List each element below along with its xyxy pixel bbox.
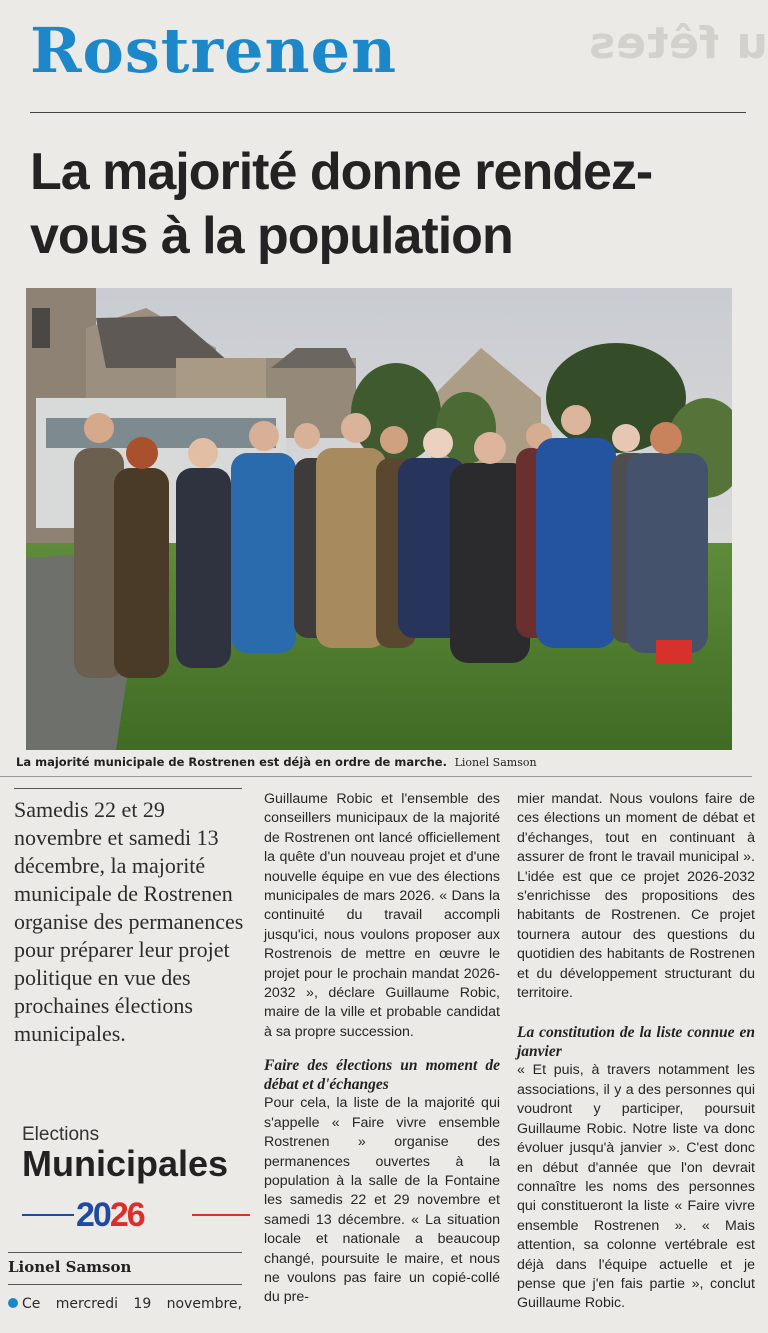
bullet-dot-icon	[8, 1298, 18, 1308]
headline: La majorité donne rendez-vous à la population	[30, 143, 653, 265]
bottom-text	[8, 1296, 242, 1312]
logo-year-number	[76, 1196, 144, 1235]
subheading: La constitution de la liste connue en janvier	[517, 1024, 755, 1061]
author-byline: Lionel Samson	[8, 1258, 132, 1276]
divider	[14, 788, 242, 789]
divider	[30, 112, 746, 113]
logo-year	[22, 1196, 246, 1236]
logo-year-part-b: 26	[109, 1196, 144, 1234]
logo-small-text: Elections	[22, 1124, 100, 1145]
logo-rule-blue	[22, 1214, 74, 1216]
logo-year-part-a: 20	[76, 1196, 110, 1234]
group-photo	[26, 288, 732, 750]
divider	[8, 1252, 242, 1253]
bottom-text-content: Ce mercredi 19 novembre,	[22, 1296, 242, 1312]
paragraph: Guillaume Robic et l'ensemble des conseillers municipaux de la majorité de Rostrenen ont lancé officiellement la quête d'un nouveau projet et d'une nouvelle équipe en vue des élections municipales de mars 2026. « Dans la continuité du travail accompli jusqu'ici, nous voulons proposer aux Rostrenois de mettre en œuvre le projet pour le prochain mandat 2026-2032 », déclare Guillaume Robic, maire de la ville et probable candidat à sa propre succession.	[264, 791, 500, 1040]
divider	[8, 1284, 242, 1285]
divider	[0, 776, 752, 777]
photo-credit: Lionel Samson	[454, 756, 537, 769]
caption-text: La majorité municipale de Rostrenen est déjà en ordre de marche.	[16, 755, 447, 769]
paragraph: mier mandat. Nous voulons faire de ces élections un moment de débat et d'échanges, tout en continuant à assurer de front le travail municipal ». L'idée est que ce projet 2026-2032 s'enrichisse des propositions des habitants de Rostrenen. Ce projet tournera autour des questions du quotidien des habitants de Rostrenen et du développement structurant du territoire.	[517, 791, 755, 1002]
paragraph: Pour cela, la liste de la majorité qui s'appelle « Faire vivre ensemble Rostrenen » organise des permanences ouvertes à la population à la salle de la Fontaine les samedis 22 et 29 novembre et samedi 13 décembre. « La situation locale et nationale a beaucoup changé, poursuite le maire, et nous ne voulons pas faire un copié-collé du pre-	[264, 1095, 500, 1306]
paragraph: « Et puis, à travers notamment les associations, il y a des personnes qui voudront y participer, poursuit Guillaume Robic. Notre liste va donc évoluer jusqu'à janvier ». C'est donc en début d'année que l'on devrait connaître les noms des personnes qui constitueront la liste « Faire vivre ensemble Rostrenen ». « Mais attention, sa colonne vertébrale est déjà dans l'équipe actuelle et je pense que j'en fais partie », conclut Guillaume Robic.	[517, 1062, 755, 1312]
bleed-through-text: u fêtes	[588, 18, 768, 69]
article-column-2	[264, 790, 500, 1308]
section-title: Rostrenen	[30, 14, 398, 87]
photo-caption	[16, 755, 537, 769]
subheading: Faire des élections un moment de débat et d'échanges	[264, 1057, 500, 1094]
logo-big-text: Municipales	[22, 1143, 229, 1184]
logo-rule-red	[192, 1214, 250, 1216]
elections-logo	[22, 1124, 252, 1234]
lede-paragraph: Samedis 22 et 29 novembre et samedi 13 décembre, la majorité municipale de Rostrenen organise des permanences pour préparer leur projet politique en vue des prochaines élections municipales.	[14, 797, 244, 1046]
article-column-3	[517, 790, 755, 1314]
